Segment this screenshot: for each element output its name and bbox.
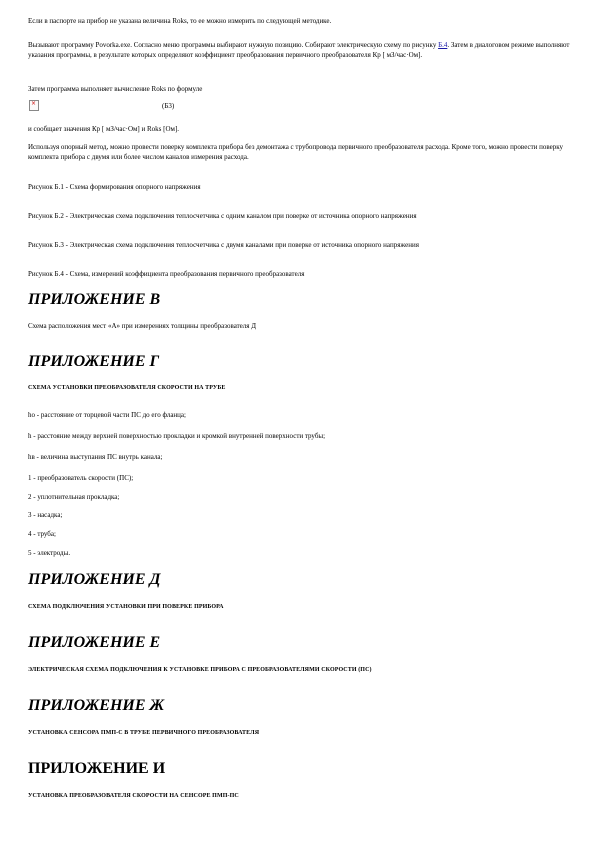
- broken-image-icon: ×: [29, 100, 39, 111]
- legend-item: 4 - труба;: [28, 530, 56, 538]
- procedure-text-start: Вызывают программу Povorka.exe. Согласно меню программы выбирают нужную позицию. Собирают электрическую схему по рисунку: [28, 41, 439, 49]
- legend-item: 2 - уплотнительная прокладка;: [28, 493, 120, 501]
- legend-item: hо - расстояние от торцевой части ПС до его фланца;: [28, 411, 186, 419]
- legend-item: 3 - насадка;: [28, 511, 63, 519]
- appendix-d-subtitle: СХЕМА ПОДКЛЮЧЕНИЯ УСТАНОВКИ ПРИ ПОВЕРКЕ ПРИБОРА: [28, 604, 224, 610]
- appendix-g-title: ПРИЛОЖЕНИЕ Г: [28, 353, 160, 370]
- appendix-e-subtitle: ЭЛЕКТРИЧЕСКАЯ СХЕМА ПОДКЛЮЧЕНИЯ К УСТАНОВКЕ ПРИБОРА С ПРЕОБРАЗОВАТЕЛЯМИ СКОРОСТИ (ПС): [28, 667, 372, 673]
- reference-method-paragraph: Используя опорный метод, можно провести поверку комплекта прибора без демонтажа с трубопровода первичного преобразователя расхода. Кроме того, можно провести поверку комплекта прибора с двумя или более числом каналов измерения расхода.: [28, 143, 564, 161]
- formula-number: (Б3): [162, 101, 175, 110]
- figure-caption-b3: Рисунок Б.3 - Электрическая схема подключения теплосчетчика с двумя каналами при поверке от источника опорного напряжения: [28, 241, 419, 249]
- formula-result-text: и сообщает значения Кр [ мЗ/час·Ом] и Rоks [Ом].: [28, 125, 180, 133]
- appendix-d-title: ПРИЛОЖЕНИЕ Д: [28, 571, 161, 588]
- appendix-e-title: ПРИЛОЖЕНИЕ Е: [28, 634, 161, 651]
- appendix-i-subtitle: УСТАНОВКА ПРЕОБРАЗОВАТЕЛЯ СКОРОСТИ НА СЕНСОРЕ ПМП-ПС: [28, 793, 239, 799]
- formula-row: [28, 100, 174, 111]
- appendix-v-title: ПРИЛОЖЕНИЕ В: [28, 291, 161, 308]
- appendix-g-subtitle: СХЕМА УСТАНОВКИ ПРЕОБРАЗОВАТЕЛЯ СКОРОСТИ НА ТРУБЕ: [28, 385, 226, 391]
- intro-paragraph: Если в паспорте на прибор не указана величина Roks, то ее можно измерить по следующей методике.: [28, 17, 332, 25]
- procedure-text-end: . Затем в диалоговом режиме выполняют указания программы, в результате которых определяют коэффициент преобразования первичного преобразователя Кр [ мЗ/час·Ом].: [28, 41, 570, 59]
- legend-item: 1 - преобразователь скорости (ПС);: [28, 474, 134, 482]
- formula-intro: Затем программа выполняет вычисление Rоks по формуле: [28, 85, 203, 93]
- legend-item: hв - величина выступания ПС внутрь канала;: [28, 453, 163, 461]
- procedure-paragraph: [28, 40, 576, 60]
- appendix-i-title: ПРИЛОЖЕНИЕ И: [28, 760, 166, 777]
- appendix-zh-title: ПРИЛОЖЕНИЕ Ж: [28, 697, 165, 714]
- appendix-zh-subtitle: УСТАНОВКА СЕНСОРА ПМП-С В ТРУБЕ ПЕРВИЧНОГО ПРЕОБРАЗОВАТЕЛЯ: [28, 730, 260, 736]
- legend-item: 5 - электроды.: [28, 549, 71, 557]
- figure-caption-b4: Рисунок Б.4 - Схема, измерений коэффициента преобразования первичного преобразователя: [28, 270, 305, 278]
- figure-b4-link[interactable]: Б.4: [438, 41, 448, 49]
- figure-caption-b1: Рисунок Б.1 - Схема формирования опорного напряжения: [28, 183, 201, 191]
- figure-caption-b2: Рисунок Б.2 - Электрическая схема подключения теплосчетчика с одним каналом при поверке от источника опорного напряжения: [28, 212, 417, 220]
- appendix-v-caption: Схема расположения мест «А» при измерениях толщины преобразователя Д: [28, 322, 257, 330]
- legend-item: h - расстояние между верхней поверхностью прокладки и кромкой внутренней поверхности трубы;: [28, 432, 326, 440]
